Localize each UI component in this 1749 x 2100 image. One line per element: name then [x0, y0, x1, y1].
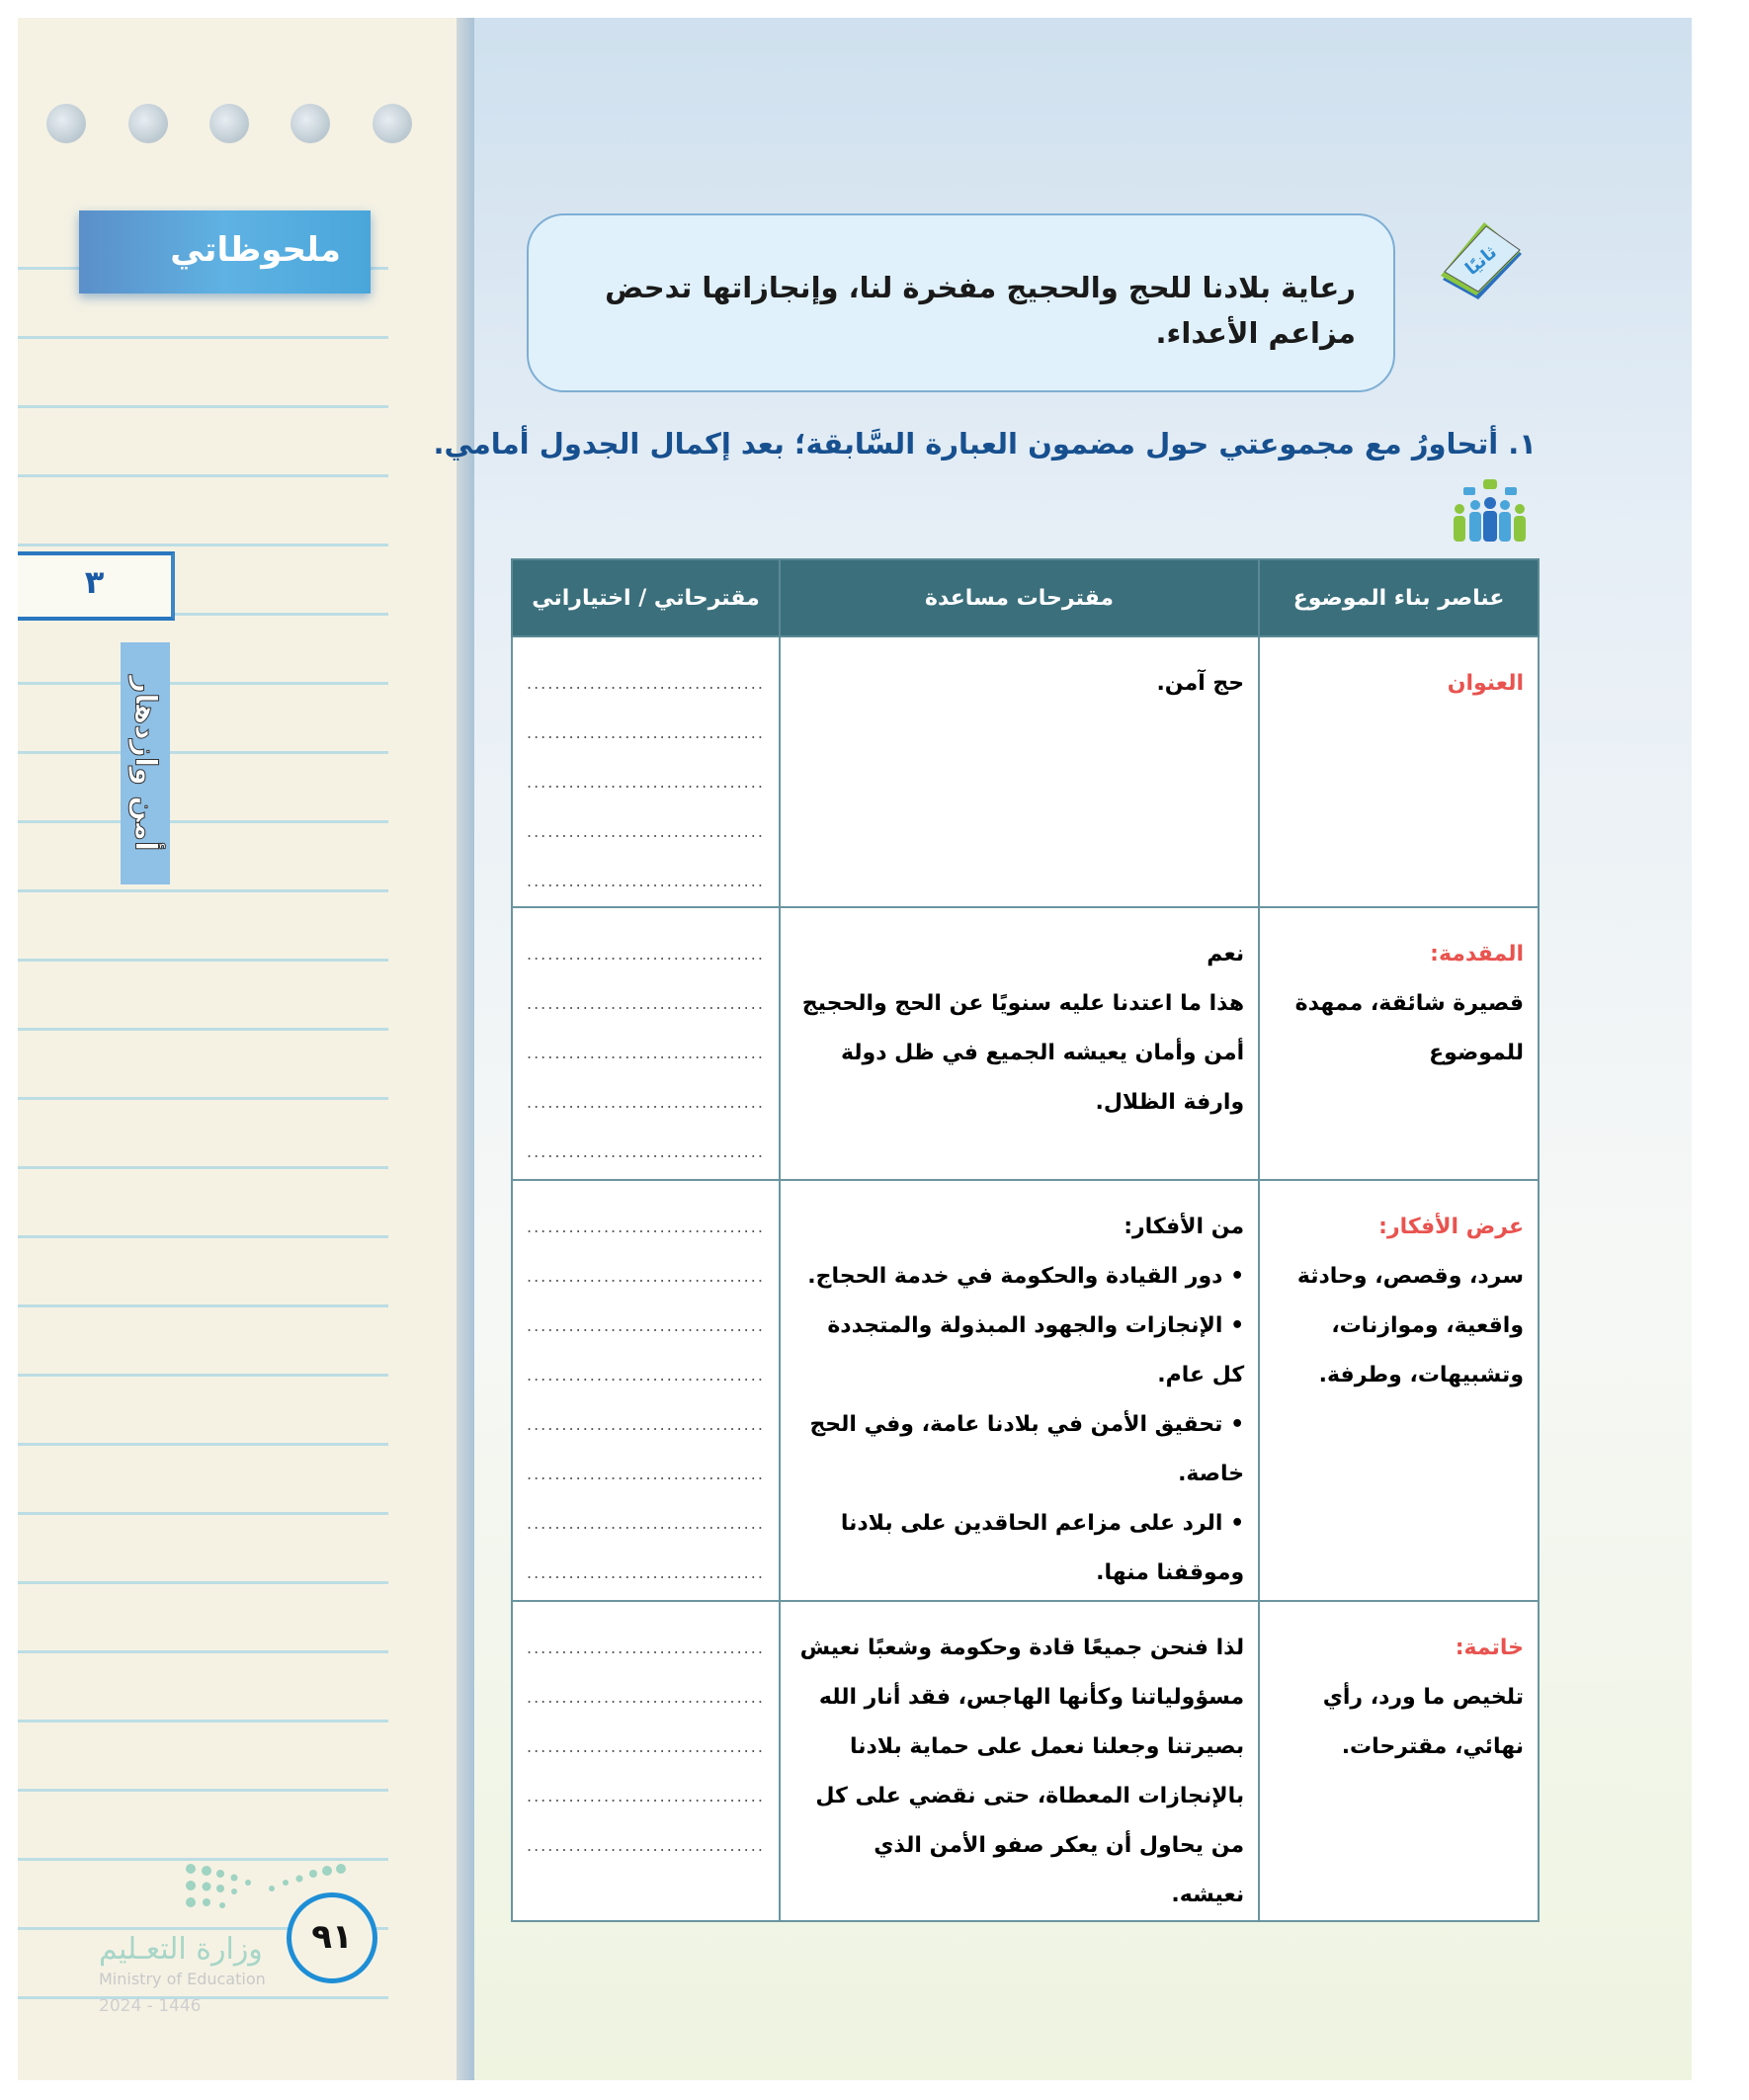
- answer-line[interactable]: ..................................: [527, 1787, 765, 1806]
- answer-line[interactable]: ..................................: [527, 1267, 765, 1286]
- notebook-line: [18, 1097, 388, 1100]
- answer-line[interactable]: ..................................: [527, 822, 765, 841]
- answer-line[interactable]: ..................................: [527, 1218, 765, 1236]
- suggestion-text: • تحقيق الأمن في بلادنا عامة، وفي الحج خاصة.: [809, 1412, 1245, 1486]
- column-header: مقترحات مساعدة: [780, 559, 1259, 636]
- notebook-line: [18, 1789, 388, 1792]
- notebook-line: [18, 1235, 388, 1238]
- element-description: تلخيص ما ورد، رأي نهائي، مقترحات.: [1322, 1685, 1524, 1759]
- binder-hole-icon: [291, 104, 330, 143]
- notebook-line: [18, 474, 388, 477]
- notebook-line: [18, 1996, 388, 1999]
- notebook-line: [18, 1304, 388, 1307]
- suggestions-cell: [780, 1601, 1259, 1921]
- section-tab-label: ثانيًا: [1461, 241, 1501, 280]
- table-row: [512, 1180, 1539, 1601]
- my-suggestions-cell[interactable]: [512, 907, 780, 1180]
- answer-line[interactable]: ..................................: [527, 1638, 765, 1657]
- section-tab-icon: [1435, 222, 1524, 301]
- chapter-number: ٣: [18, 551, 175, 621]
- suggestion-text: حج آمن.: [1156, 671, 1245, 696]
- notebook-line: [18, 1028, 388, 1031]
- group-discussion-icon: [1448, 479, 1532, 544]
- notebook-line: [18, 1166, 388, 1169]
- ministry-name-en: Ministry of Education: [99, 1970, 266, 1988]
- my-suggestions-cell[interactable]: [512, 1601, 780, 1921]
- answer-line[interactable]: ..................................: [527, 872, 765, 890]
- chapter-banner: [121, 642, 170, 884]
- element-label: المقدمة:: [1430, 942, 1524, 966]
- answer-line[interactable]: ..................................: [527, 773, 765, 792]
- suggestion-text: من الأفكار:: [1124, 1215, 1245, 1239]
- answer-line[interactable]: ..................................: [527, 723, 765, 742]
- notebook-line: [18, 1374, 388, 1377]
- element-description: سرد، وقصص، وحادثة واقعية، وموازنات، وتشبيهات، وطرفة.: [1296, 1264, 1524, 1387]
- notebook-line: [18, 1720, 388, 1722]
- answer-line[interactable]: ..................................: [527, 945, 765, 964]
- suggestion-text: نعم: [1207, 942, 1245, 966]
- notebook-line: [18, 544, 388, 546]
- answer-line[interactable]: ..................................: [527, 674, 765, 693]
- suggestion-text: لذا فنحن جميعًا قادة وحكومة وشعبًا نعيش مسؤولياتنا وكأنها الهاجس، فقد أنار الله بصيرتنا وجعلنا نعمل على حماية بلادنا بالإنجازات المعطاة، حتى نقضي على كل من يحاول أن يعكر صفو الأمن الذي نعيشه.: [799, 1636, 1245, 1907]
- answer-line[interactable]: ..................................: [527, 1093, 765, 1112]
- answer-line[interactable]: ..................................: [527, 1044, 765, 1062]
- answer-line[interactable]: ..................................: [527, 1737, 765, 1756]
- my-suggestions-cell[interactable]: [512, 636, 780, 907]
- answer-line[interactable]: ..................................: [527, 1688, 765, 1707]
- notebook-line: [18, 405, 388, 408]
- table-row: [512, 636, 1539, 907]
- notebook-line: [18, 1581, 388, 1584]
- answer-line[interactable]: ..................................: [527, 1142, 765, 1161]
- answer-line[interactable]: ..................................: [527, 1465, 765, 1483]
- instruction-heading: ١. أتحاورُ مع مجموعتي حول مضمون العبارة السَّابقة؛ بعد إكمال الجدول أمامي.: [433, 427, 1537, 461]
- element-label: خاتمة:: [1455, 1636, 1524, 1660]
- element-label: عرض الأفكار:: [1378, 1215, 1524, 1239]
- answer-line[interactable]: ..................................: [527, 1836, 765, 1855]
- answer-line[interactable]: ..................................: [527, 1366, 765, 1385]
- my-suggestions-cell[interactable]: [512, 1180, 780, 1601]
- ministry-year: 2024 - 1446: [99, 1996, 202, 2016]
- answer-line[interactable]: ..................................: [527, 1415, 765, 1434]
- table-row: [512, 1601, 1539, 1921]
- binder-hole-icon: [128, 104, 168, 143]
- element-description: قصيرة شائقة، ممهدة للموضوع: [1294, 991, 1524, 1065]
- notebook-line: [18, 959, 388, 962]
- answer-line[interactable]: ..................................: [527, 994, 765, 1013]
- chapter-title: أمن وازدهار: [127, 675, 163, 852]
- suggestions-cell: [780, 1180, 1259, 1601]
- suggestions-cell: [780, 907, 1259, 1180]
- table-row: [512, 907, 1539, 1180]
- binder-hole-icon: [46, 104, 86, 143]
- quote-box: رعاية بلادنا للحج والحجيج مفخرة لنا، وإنجازاتها تدحض مزاعم الأعداء.: [527, 213, 1395, 392]
- notebook-line: [18, 1650, 388, 1653]
- suggestion-text: • دور القيادة والحكومة في خدمة الحجاج.: [807, 1264, 1245, 1289]
- answer-line[interactable]: ..................................: [527, 1316, 765, 1335]
- sidebar-edge: [457, 18, 474, 2080]
- suggestion-text: • الرد على مزاعم الحاقدين على بلادنا وموقفنا منها.: [840, 1511, 1245, 1585]
- element-cell: [1259, 907, 1539, 1180]
- notes-title: ملحوظاتي: [79, 210, 371, 294]
- binder-hole-icon: [373, 104, 412, 143]
- column-header: عناصر بناء الموضوع: [1259, 559, 1539, 636]
- topic-structure-table: [511, 558, 1540, 1922]
- answer-line[interactable]: ..................................: [527, 1563, 765, 1582]
- notebook-line: [18, 1443, 388, 1446]
- column-header: مقترحاتي / اختياراتي: [512, 559, 780, 636]
- element-label: العنوان: [1447, 671, 1524, 696]
- suggestions-cell: [780, 636, 1259, 907]
- element-cell: [1259, 1180, 1539, 1601]
- ministry-name-ar: وزارة التعـليم: [99, 1932, 263, 1967]
- answer-line[interactable]: ..................................: [527, 1514, 765, 1533]
- binder-hole-icon: [209, 104, 249, 143]
- page-number: ٩١: [287, 1892, 377, 1983]
- notebook-line: [18, 682, 388, 685]
- element-cell: [1259, 1601, 1539, 1921]
- notebook-line: [18, 751, 388, 754]
- notes-sidebar: [18, 18, 464, 2080]
- suggestion-text: • الإنجازات والجهود المبذولة والمتجددة كل عام.: [827, 1313, 1245, 1387]
- notebook-line: [18, 336, 388, 339]
- notebook-line: [18, 820, 388, 823]
- suggestion-text: هذا ما اعتدنا عليه سنويًا عن الحج والحجيج أمن وأمان يعيشه الجميع في ظل دولة وارفة الظلال.: [801, 991, 1245, 1115]
- notebook-line: [18, 889, 388, 892]
- notebook-line: [18, 1512, 388, 1515]
- element-cell: [1259, 636, 1539, 907]
